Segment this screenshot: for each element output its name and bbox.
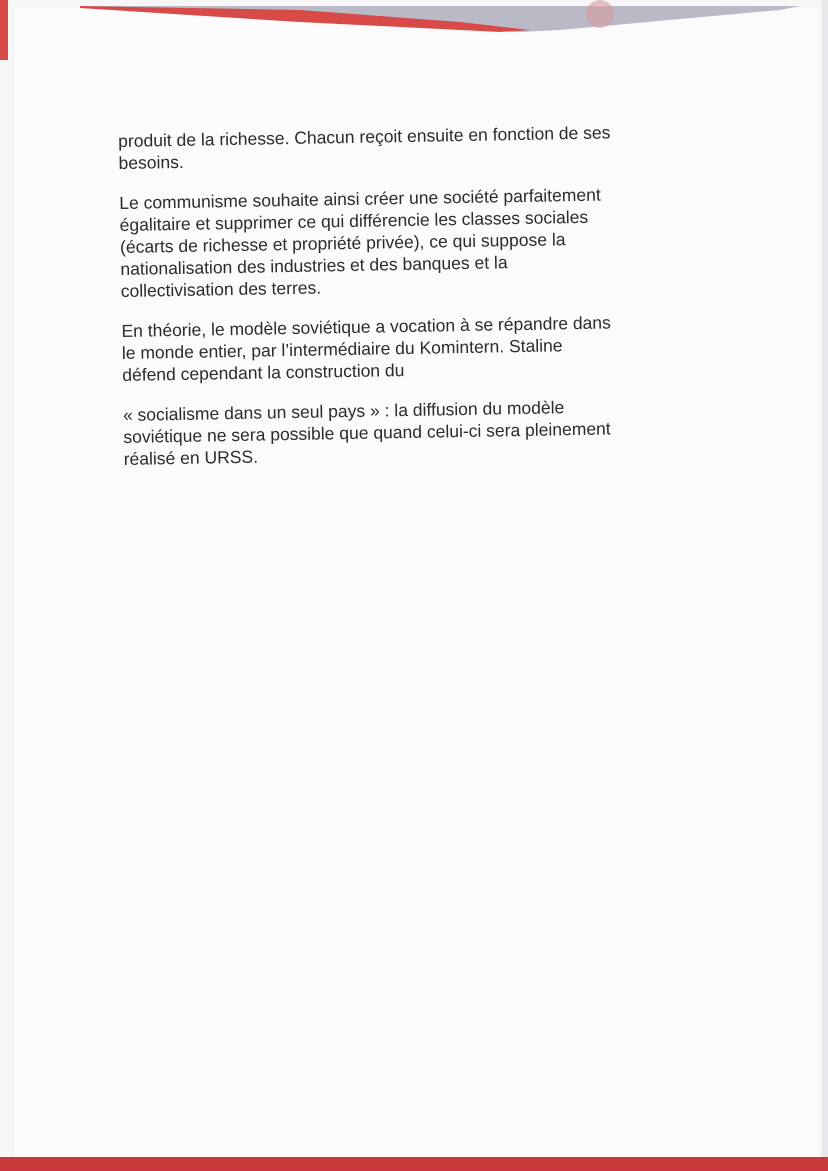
text-line: (écarts de richesse et propriété privée), ce qui suppose la: [119, 229, 566, 257]
paragraph-1: [118, 119, 739, 174]
paragraph-2: [119, 181, 741, 302]
text-line: collectivisation des terres.: [120, 277, 322, 301]
paragraph-3: [121, 309, 742, 386]
paragraph-4: [123, 393, 744, 470]
text-line: soviétique ne sera possible que quand celui-ci sera pleinement: [123, 418, 611, 447]
document-body: [118, 119, 744, 488]
top-red-cover-edge: [0, 0, 828, 40]
text-line: réalisé en URSS.: [123, 446, 259, 469]
text-line: Le communisme souhaite ainsi créer une société parfaitement: [119, 184, 601, 213]
text-line: produit de la richesse. Chacun reçoit ensuite en fonction de ses: [118, 122, 611, 151]
text-line: défend cependant la construction du: [122, 360, 405, 385]
bottom-red-cover-edge: [0, 1157, 828, 1171]
text-line: besoins.: [118, 151, 184, 173]
text-line: En théorie, le modèle soviétique a vocation à se répandre dans: [121, 312, 611, 341]
text-line: « socialisme dans un seul pays » : la diffusion du modèle: [122, 397, 565, 425]
right-page-edge: [822, 0, 828, 1171]
text-line: égalitaire et supprimer ce qui différencie les classes sociales: [119, 206, 589, 235]
left-cover-edge: [0, 0, 8, 60]
text-line: le monde entier, par l’intermédiaire du Komintern. Staline: [121, 335, 563, 363]
text-line: nationalisation des industries et des banques et la: [120, 252, 508, 279]
